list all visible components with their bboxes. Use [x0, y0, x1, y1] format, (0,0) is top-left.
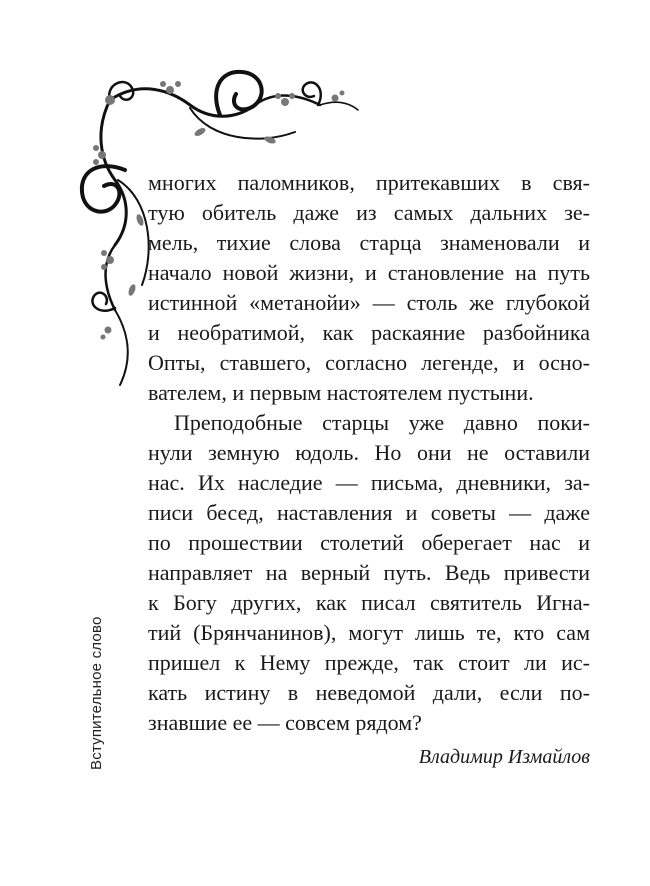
text-line: к Богу других, как писал святитель Игна-	[148, 590, 590, 615]
text-line: мель, тихие слова старца знаменовали и	[148, 230, 590, 255]
text-line: многих паломников, притекавших в свя-	[148, 170, 590, 195]
text-line: вателем, и первым настоятелем пустыни.	[148, 380, 534, 405]
body-text	[148, 168, 590, 774]
text-line: тий (Брянчанинов), могут лишь те, кто сам	[148, 620, 590, 645]
text-line: Преподобные старцы уже давно поки-	[174, 410, 590, 435]
text-line: тую обитель даже из самых дальних зе-	[148, 200, 590, 225]
section-label: Вступительное слово	[88, 616, 105, 770]
text-line: и необратимой, как раскаяние разбойника	[148, 320, 590, 345]
text-line: знавшие ее — совсем рядом?	[148, 710, 422, 735]
text-line: нас. Их наследие — письма, дневники, за-	[148, 470, 590, 495]
text-line: направляет на верный путь. Ведь привести	[148, 560, 590, 585]
text-line: Опты, ставшего, согласно легенде, и осно-	[148, 350, 590, 375]
text-line: начало новой жизни, и становление на путь	[148, 260, 590, 285]
text-line: по прошествии столетий оберегает нас и	[148, 530, 590, 555]
author-signature: Владимир Измайлов	[418, 746, 590, 768]
text-line: писи бесед, наставления и советы — даже	[148, 500, 590, 525]
text-line: нули земную юдоль. Но они не оставили	[148, 440, 590, 465]
text-line: пришел к Нему прежде, так стоит ли ис-	[148, 650, 590, 675]
text-line: истинной «метанойи» — столь же глубокой	[148, 290, 590, 315]
text-line: кать истину в неведомой дали, если по-	[148, 680, 590, 705]
